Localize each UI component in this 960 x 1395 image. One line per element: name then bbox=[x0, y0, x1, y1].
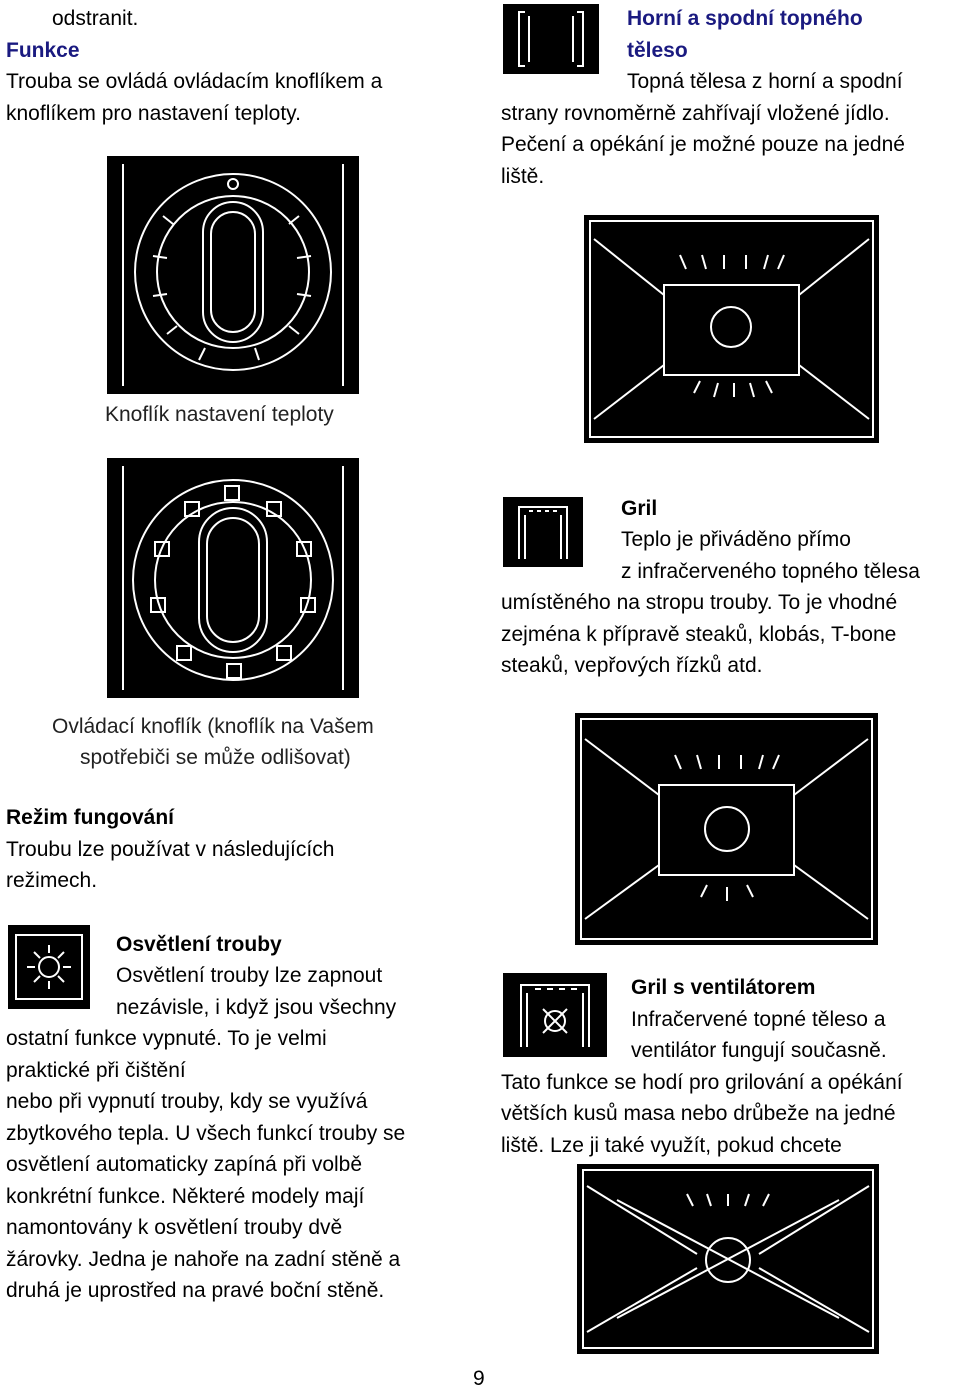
oven-interior-icon bbox=[584, 215, 879, 443]
funkce-line-2: knoflíkem pro nastavení teploty. bbox=[6, 102, 301, 125]
oven-light-line-6: zbytkového tepla. U všech funkcí trouby se bbox=[6, 1122, 406, 1145]
top-bottom-heat-figure bbox=[584, 215, 879, 443]
topbottom-line-4: liště. bbox=[501, 165, 545, 188]
funkce-line-1: Trouba se ovládá ovládacím knoflíkem a bbox=[6, 70, 383, 93]
grill-line-1: Teplo je přiváděno přímo bbox=[621, 528, 851, 551]
oven-light-line-7: osvětlení automaticky zapíná při volbě bbox=[6, 1153, 363, 1176]
oven-light-line-8: konkrétní funkce. Některé modely mají bbox=[6, 1185, 365, 1208]
oven-light-heading: Osvětlení trouby bbox=[116, 933, 282, 956]
grill-fan-line-2: ventilátor fungují současně. bbox=[631, 1039, 887, 1062]
oven-light-line-3: ostatní funkce vypnuté. To je velmi bbox=[6, 1027, 327, 1050]
grill-fan-line-4: větších kusů masa nebo drůbeže na jedné bbox=[501, 1102, 896, 1125]
rezim-line-1: Troubu lze používat v následujících bbox=[6, 838, 335, 861]
oven-light-line-9: namontovány k osvětlení trouby dvě bbox=[6, 1216, 343, 1239]
grill-fan-figure bbox=[577, 1164, 879, 1354]
fig2-caption-line-1: Ovládací knoflík (knoflík na Vašem bbox=[52, 715, 374, 738]
oven-light-line-1: Osvětlení trouby lze zapnout bbox=[116, 964, 383, 987]
temperature-knob-figure bbox=[107, 156, 359, 394]
grill-fan-line-1: Infračervené topné těleso a bbox=[631, 1008, 886, 1031]
oven-light-line-2: nezávisle, i když jsou všechny bbox=[116, 996, 397, 1019]
intro-tail-text: odstranit. bbox=[52, 7, 139, 30]
grill-line-4: zejména k přípravě steaků, klobás, T-bone bbox=[501, 623, 897, 646]
page-number: 9 bbox=[473, 1367, 485, 1390]
oven-light-line-4: praktické při čištění bbox=[6, 1059, 186, 1082]
control-knob-icon bbox=[107, 458, 359, 698]
top-bottom-heat-icon bbox=[503, 4, 599, 74]
topbottom-line-3: Pečení a opékání je možné pouze na jedné bbox=[501, 133, 905, 156]
topbottom-heading-line-1: Horní a spodní topného bbox=[627, 7, 863, 30]
oven-light-line-10: žárovky. Jedna je nahoře na zadní stěně a bbox=[6, 1248, 401, 1271]
topbottom-heading-line-2: těleso bbox=[627, 39, 688, 62]
grill-fan-line-3: Tato funkce se hodí pro grilování a opékání bbox=[501, 1071, 903, 1094]
control-knob-figure bbox=[107, 458, 359, 698]
temperature-knob-icon bbox=[107, 156, 359, 394]
fig2-caption-line-2: spotřebiči se může odlišovat) bbox=[80, 746, 351, 769]
topbottom-line-1: Topná tělesa z horní a spodní bbox=[627, 70, 903, 93]
fig1-caption: Knoflík nastavení teploty bbox=[105, 403, 334, 426]
rezim-line-2: režimech. bbox=[6, 869, 98, 892]
grill-line-3: umístěného na stropu trouby. To je vhodné bbox=[501, 591, 898, 614]
oven-light-icon bbox=[8, 925, 90, 1009]
topbottom-line-2: strany rovnoměrně zahřívají vložené jídlo. bbox=[501, 102, 890, 125]
funkce-heading: Funkce bbox=[6, 39, 80, 62]
grill-fan-line-5: liště. Lze ji také využít, pokud chcete bbox=[501, 1134, 842, 1157]
grill-line-2: z infračerveného topného tělesa bbox=[621, 560, 920, 583]
oven-grill-interior-icon bbox=[575, 713, 878, 945]
oven-light-line-11: druhá je uprostřed na pravé boční stěně. bbox=[6, 1279, 385, 1302]
oven-light-line-5: nebo při vypnutí trouby, kdy se využívá bbox=[6, 1090, 368, 1113]
grill-fan-icon bbox=[503, 973, 607, 1057]
grill-figure bbox=[575, 713, 878, 945]
rezim-heading: Režim fungování bbox=[6, 806, 175, 829]
grill-heading: Gril bbox=[621, 497, 658, 520]
grill-icon bbox=[503, 497, 583, 567]
grill-fan-heading: Gril s ventilátorem bbox=[631, 976, 816, 999]
oven-grill-fan-interior-icon bbox=[577, 1164, 879, 1354]
grill-line-5: steaků, vepřových řízků atd. bbox=[501, 654, 763, 677]
